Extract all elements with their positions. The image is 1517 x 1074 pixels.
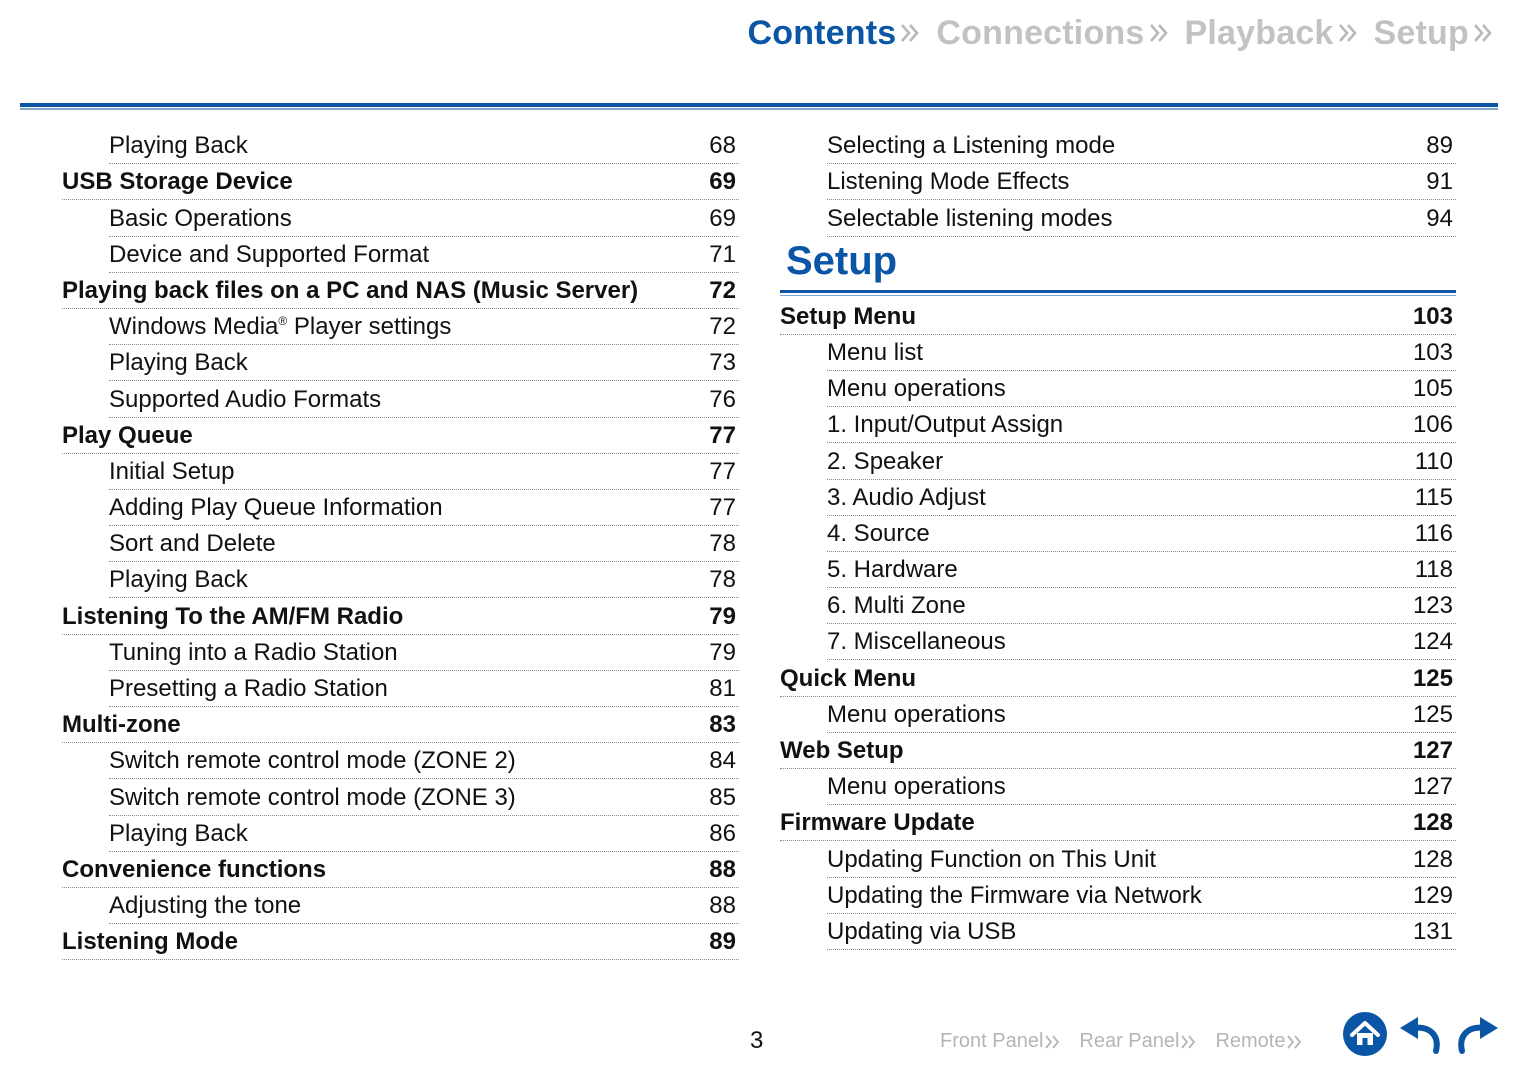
toc-subsection-entry[interactable]	[827, 480, 1456, 516]
toc-subsection-entry[interactable]	[109, 200, 739, 236]
toc-entry-page: 127	[1412, 737, 1453, 764]
toc-section-entry[interactable]	[62, 852, 739, 888]
toc-subsection-entry[interactable]	[109, 743, 739, 779]
toc-entry-page: 128	[1412, 845, 1453, 873]
toc-subsection-entry[interactable]	[109, 128, 739, 164]
front-panel-link[interactable]	[940, 1030, 1061, 1053]
toc-entry-title: Listening Mode	[62, 928, 238, 956]
toc-entry-page: 84	[709, 747, 736, 775]
remote-link[interactable]	[1215, 1030, 1303, 1053]
toc-entry-page: 79	[709, 638, 736, 666]
toc-entry-page: 131	[1412, 917, 1453, 945]
toc-setup-entries	[780, 299, 1456, 950]
toc-subsection-entry[interactable]	[109, 490, 739, 526]
toc-entry-page: 115	[1414, 483, 1453, 511]
toc-entry-page: 94	[1426, 204, 1453, 232]
toc-entry-page: 88	[709, 892, 736, 920]
toc-entry-title: Playing Back	[109, 349, 248, 377]
toc-entry-page: 103	[1412, 302, 1453, 330]
toc-entry-title: USB Storage Device	[62, 168, 293, 196]
toc-entry-page: 77	[709, 421, 736, 449]
header-divider	[20, 103, 1498, 107]
toc-subsection-entry[interactable]	[827, 769, 1456, 805]
toc-entry-page: 116	[1414, 519, 1453, 547]
tab-label: Setup	[1373, 13, 1469, 52]
toc-entry-page: 79	[709, 602, 736, 630]
toc-entry-title: Selecting a Listening mode	[827, 132, 1116, 160]
toc-entry-page: 106	[1412, 411, 1453, 439]
toc-entry-page: 88	[709, 855, 736, 883]
toc-entry-title: Adding Play Queue Information	[109, 494, 443, 522]
toc-entry-title: Play Queue	[62, 421, 193, 449]
toc-entry-page: 73	[709, 349, 736, 377]
tab-label: Playback	[1184, 13, 1334, 52]
header-divider-thin	[20, 108, 1498, 110]
toc-subsection-entry[interactable]	[827, 552, 1456, 588]
toc-entry-page: 83	[709, 711, 736, 739]
toc-subsection-entry[interactable]	[109, 562, 739, 598]
toc-right-column	[780, 128, 1456, 950]
toc-entry-title: 1. Input/Output Assign	[827, 411, 1064, 439]
forward-icon[interactable]	[1454, 1014, 1500, 1054]
toc-entry-page: 77	[709, 494, 736, 522]
tab-setup[interactable]	[1374, 14, 1495, 53]
toc-subsection-entry[interactable]	[827, 371, 1456, 407]
toc-subsection-entry[interactable]	[827, 335, 1456, 371]
toc-subsection-entry[interactable]	[109, 345, 739, 381]
toc-section-entry[interactable]	[780, 299, 1456, 335]
toc-section-entry[interactable]	[780, 733, 1456, 769]
toc-subsection-entry[interactable]	[109, 671, 739, 707]
top-navigation	[747, 10, 1495, 56]
toc-entry-page: 81	[709, 675, 736, 702]
toc-entry-title: 7. Miscellaneous	[827, 628, 1006, 656]
toc-entry-title: Initial Setup	[109, 457, 235, 485]
toc-entry-title: Presetting a Radio Station	[109, 675, 388, 702]
tab-connections[interactable]	[936, 14, 1170, 53]
toc-subsection-entry[interactable]	[109, 454, 739, 490]
toc-entry-page: 85	[709, 783, 736, 811]
toc-entry-title: Switch remote control mode (ZONE 2)	[109, 747, 516, 775]
footer-navigation	[940, 1030, 1303, 1053]
toc-subsection-entry[interactable]	[109, 888, 739, 924]
toc-subsection-entry[interactable]	[827, 588, 1456, 624]
toc-subsection-entry[interactable]	[827, 914, 1456, 950]
toc-entry-title: 4. Source	[827, 519, 930, 547]
toc-entry-title: Tuning into a Radio Station	[109, 638, 398, 666]
link-label: Front Panel	[940, 1030, 1044, 1052]
toc-entry-title: Menu list	[827, 338, 924, 366]
toc-entry-title: Updating Function on This Unit	[827, 845, 1157, 873]
toc-subsection-entry[interactable]	[827, 200, 1456, 236]
toc-entry-page: 125	[1412, 700, 1453, 728]
toc-entry-title: Updating the Firmware via Network	[827, 881, 1202, 909]
toc-entry-page: 69	[709, 168, 736, 196]
toc-subsection-entry[interactable]	[827, 516, 1456, 552]
toc-entry-page: 78	[709, 530, 736, 558]
toc-entry-page: 118	[1414, 556, 1453, 584]
toc-entry-title: Quick Menu	[780, 664, 917, 692]
double-chevron-right-icon	[1473, 21, 1495, 45]
double-chevron-right-icon	[900, 21, 922, 45]
toc-subsection-entry[interactable]	[827, 841, 1456, 877]
link-label: Rear Panel	[1079, 1030, 1180, 1052]
double-chevron-right-icon	[1149, 21, 1171, 45]
toc-entry-page: 91	[1426, 168, 1453, 196]
tab-label: Contents	[747, 13, 897, 52]
toc-entry-page: 110	[1414, 447, 1453, 475]
link-label: Remote	[1215, 1030, 1286, 1052]
toc-section-entry[interactable]	[780, 660, 1456, 696]
toc-subsection-entry[interactable]	[109, 526, 739, 562]
toc-entry-page: 68	[709, 132, 736, 160]
section-underline	[780, 295, 1456, 296]
toc-entry-title: Playing Back	[109, 566, 248, 594]
toc-entry-page: 86	[709, 819, 736, 847]
double-chevron-right-icon	[1287, 1033, 1303, 1051]
toc-entry-page: 124	[1412, 628, 1453, 656]
toc-entry-page: 76	[709, 385, 736, 413]
toc-entry-title: Sort and Delete	[109, 530, 276, 558]
tab-playback[interactable]	[1185, 14, 1360, 53]
toc-entry-title: 5. Hardware	[827, 556, 958, 584]
toc-subsection-entry[interactable]	[827, 164, 1456, 200]
toc-entry-page: 105	[1412, 375, 1453, 403]
toc-entry-title: Playing Back	[109, 132, 248, 160]
toc-entry-title: Selectable listening modes	[827, 204, 1113, 232]
page-number: 3	[750, 1027, 764, 1054]
toc-entry-page: 77	[709, 457, 736, 485]
toc-subsection-entry[interactable]	[827, 128, 1456, 164]
rear-panel-link[interactable]	[1079, 1030, 1197, 1053]
toc-entry-page: 71	[709, 240, 736, 268]
home-icon[interactable]	[1342, 1011, 1388, 1057]
toc-subsection-entry[interactable]	[827, 878, 1456, 914]
toc-entry-page: 69	[709, 204, 736, 232]
toc-entry-title: Listening Mode Effects	[827, 168, 1070, 196]
toc-subsection-entry[interactable]	[827, 624, 1456, 660]
toc-subsection-entry[interactable]	[109, 309, 739, 345]
toc-entry-title: Device and Supported Format	[109, 240, 430, 268]
toc-entry-title: Windows Media® Player settings	[109, 313, 452, 341]
toc-entry-title: Multi-zone	[62, 711, 181, 739]
toc-entry-title: Web Setup	[780, 737, 904, 764]
toc-section-entry[interactable]	[62, 707, 739, 743]
toc-listening-mode-entries	[780, 128, 1456, 237]
toc-subsection-entry[interactable]	[109, 635, 739, 671]
double-chevron-right-icon	[1338, 21, 1360, 45]
toc-subsection-entry[interactable]	[827, 407, 1456, 443]
toc-subsection-entry[interactable]	[827, 697, 1456, 733]
toc-section-entry[interactable]	[780, 805, 1456, 841]
toc-entry-title: 3. Audio Adjust	[827, 483, 986, 511]
setup-section-heading	[780, 237, 1456, 293]
toc-section-entry[interactable]	[62, 598, 739, 634]
toc-entry-page: 125	[1412, 664, 1453, 692]
back-icon[interactable]	[1398, 1014, 1444, 1054]
toc-entry-title: Playing back files on a PC and NAS (Music Server)	[62, 276, 639, 304]
toc-entry-page: 89	[709, 928, 736, 956]
toc-entry-page: 123	[1412, 592, 1453, 620]
toc-section-entry[interactable]	[62, 924, 739, 960]
toc-entry-title: Basic Operations	[109, 204, 292, 232]
toc-entry-title: Menu operations	[827, 375, 1006, 403]
toc-entry-title: Supported Audio Formats	[109, 385, 382, 413]
toc-subsection-entry[interactable]	[109, 381, 739, 417]
toc-entry-page: 89	[1426, 132, 1453, 160]
toc-entry-title: Updating via USB	[827, 917, 1017, 945]
toc-section-entry[interactable]	[62, 418, 739, 454]
double-chevron-right-icon	[1181, 1033, 1197, 1051]
toc-entry-page: 78	[709, 566, 736, 594]
toc-entry-page: 72	[709, 276, 736, 304]
double-chevron-right-icon	[1045, 1033, 1061, 1051]
section-title: Setup	[786, 238, 898, 283]
toc-entry-page: 128	[1412, 809, 1453, 837]
toc-entry-title: Menu operations	[827, 773, 1006, 801]
toc-entry-page: 127	[1412, 773, 1453, 801]
toc-entry-title: Firmware Update	[780, 809, 975, 837]
toc-entry-title: Listening To the AM/FM Radio	[62, 602, 404, 630]
tab-contents[interactable]	[747, 14, 922, 53]
toc-entry-page: 129	[1412, 881, 1453, 909]
toc-section-entry[interactable]	[62, 164, 739, 200]
toc-subsection-entry[interactable]	[827, 443, 1456, 479]
toc-subsection-entry[interactable]	[109, 237, 739, 273]
toc-subsection-entry[interactable]	[109, 779, 739, 815]
toc-entry-title: 6. Multi Zone	[827, 592, 966, 620]
toc-entry-title: Convenience functions	[62, 855, 327, 883]
tab-label: Connections	[936, 13, 1145, 52]
footer-icon-buttons	[1342, 1011, 1500, 1057]
toc-section-entry[interactable]	[62, 273, 739, 309]
toc-subsection-entry[interactable]	[109, 816, 739, 852]
toc-entry-title: Adjusting the tone	[109, 892, 302, 920]
toc-entry-title: Switch remote control mode (ZONE 3)	[109, 783, 516, 811]
toc-entry-title: Menu operations	[827, 700, 1006, 728]
toc-entry-page: 103	[1412, 338, 1453, 366]
toc-entry-title: 2. Speaker	[827, 447, 944, 475]
toc-entry-title: Setup Menu	[780, 302, 916, 330]
toc-left-column	[62, 128, 739, 960]
toc-entry-page: 72	[709, 313, 736, 341]
toc-entry-title: Playing Back	[109, 819, 248, 847]
